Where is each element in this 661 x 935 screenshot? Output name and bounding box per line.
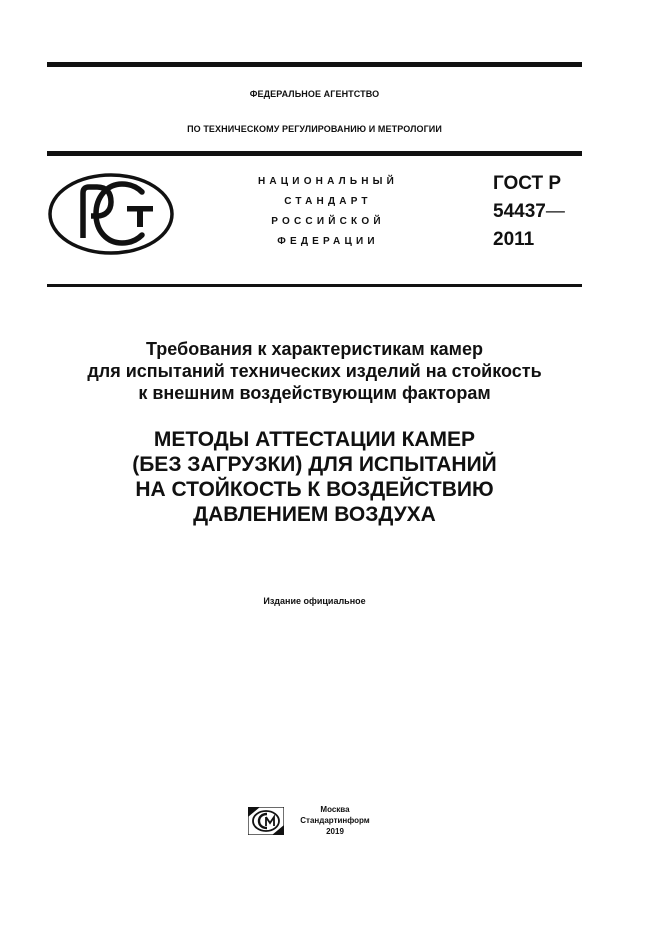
standartinform-logo-icon: [248, 807, 284, 835]
edition-label: Издание официальное: [263, 596, 366, 606]
standard-type-line1: НАЦИОНАЛЬНЫЙ: [257, 176, 399, 187]
publisher-name: Стандартинформ: [300, 816, 370, 825]
title-line4: ДАВЛЕНИЕМ ВОЗДУХА: [193, 503, 436, 526]
gost-number-line: [493, 198, 565, 226]
standard-type-line4: ФЕДЕРАЦИИ: [277, 236, 379, 247]
subtitle-line2: для испытаний технических изделий на стойкость: [87, 361, 542, 381]
gost-dash: —: [545, 201, 565, 222]
standard-type-line3: РОССИЙСКОЙ: [271, 216, 385, 227]
gost-number: 54437: [493, 201, 546, 222]
standard-type-line2: СТАНДАРТ: [284, 196, 372, 207]
title-line3: НА СТОЙКОСТЬ К ВОЗДЕЙСТВИЮ: [135, 478, 494, 501]
publisher-block: [294, 804, 376, 837]
subtitle-line1: Требования к характеристикам камер: [146, 339, 483, 359]
top-rule: [47, 62, 582, 67]
publisher-year: 2019: [326, 827, 344, 836]
rst-certification-mark-icon: [47, 171, 175, 257]
gost-designation: [493, 170, 565, 254]
standard-type-block: [228, 172, 428, 252]
bottom-rule: [47, 284, 582, 287]
gost-year: 2011: [493, 229, 535, 250]
title-line2: (БЕЗ ЗАГРУЗКИ) ДЛЯ ИСПЫТАНИЙ: [132, 453, 497, 476]
publisher-city: Москва: [320, 805, 350, 814]
middle-rule: [47, 151, 582, 156]
agency-name-line2: ПО ТЕХНИЧЕСКОМУ РЕГУЛИРОВАНИЮ И МЕТРОЛОГИИ: [187, 124, 442, 134]
gost-prefix: ГОСТ Р: [493, 173, 562, 194]
title-line1: МЕТОДЫ АТТЕСТАЦИИ КАМЕР: [153, 428, 476, 451]
document-subtitle: [47, 338, 582, 404]
agency-name-line1: ФЕДЕРАЛЬНОЕ АГЕНТСТВО: [249, 89, 380, 99]
document-title: [47, 427, 582, 527]
subtitle-line3: к внешним воздействующим факторам: [138, 383, 491, 403]
